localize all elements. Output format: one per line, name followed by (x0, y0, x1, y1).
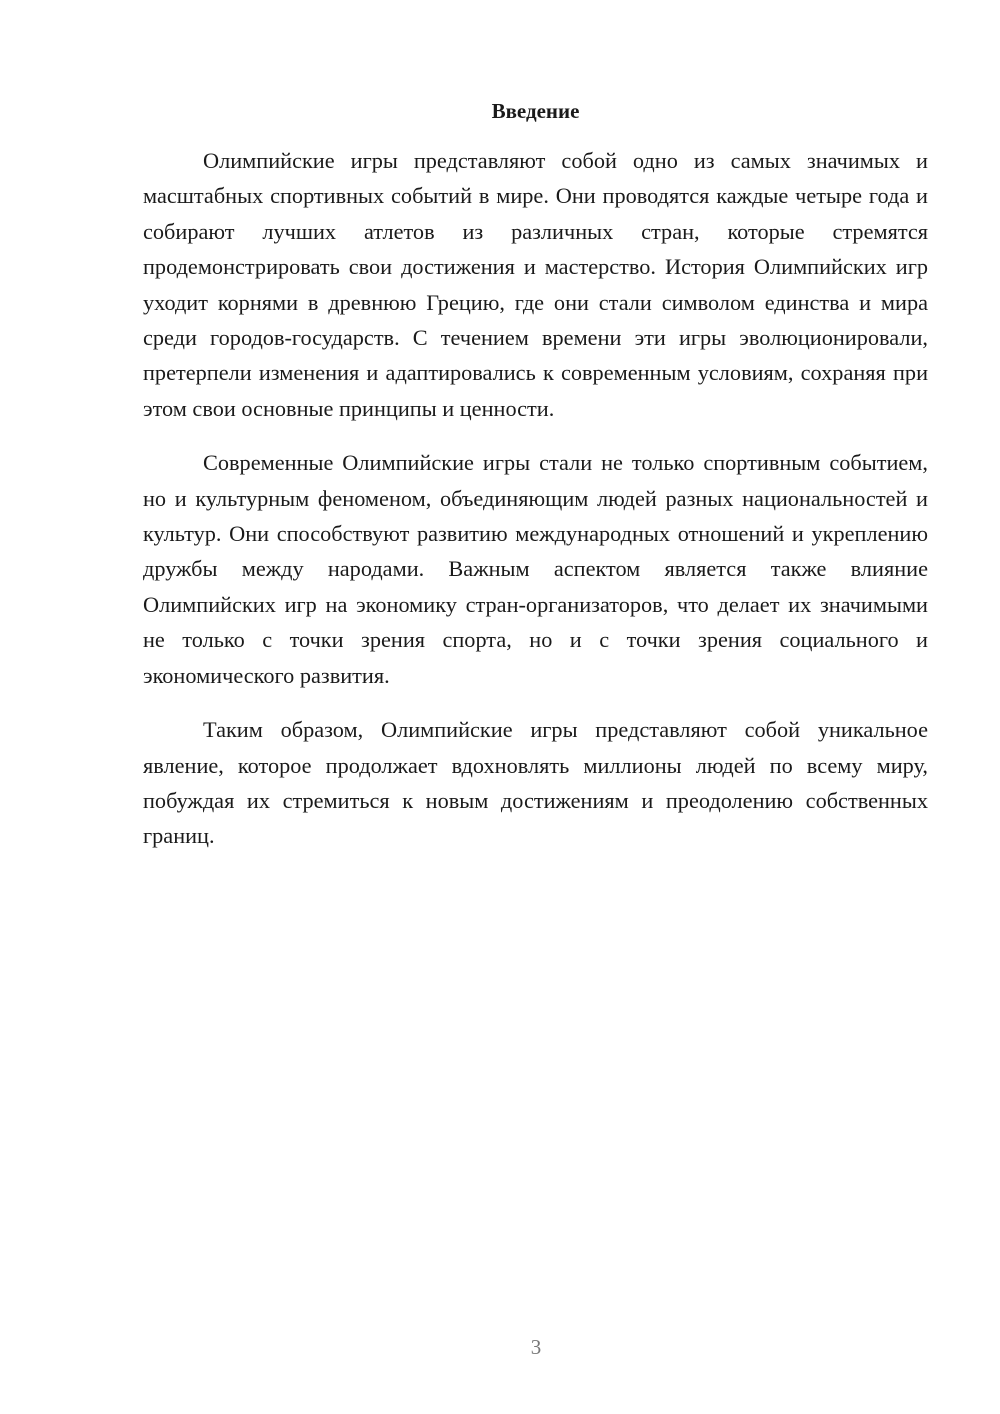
paragraph-3: Таким образом, Олимпийские игры представляют собой уникальное явление, которое продолжает вдохновлять миллионы людей по всему миру, побуждая их стремиться к новым достижениям и преодолению собственных границ. (143, 717, 928, 849)
page-number: 3 (530, 1335, 542, 1359)
section-title: Введение (491, 99, 580, 123)
body-text (143, 143, 928, 873)
paragraph-2: Современные Олимпийские игры стали не только спортивным событием, но и культурным феноменом, объединяющим людей разных национальностей и культур. Они способствуют развитию международных отношений и укреплению дружбы между народами. Важным аспектом является также влияние Олимпийских игр на экономику стран-организаторов, что делает их значимыми не только с точки зрения спорта, но и с точки зрения социального и экономического развития. (143, 450, 928, 688)
paragraph-1: Олимпийские игры представляют собой одно из самых значимых и масштабных спортивных событий в мире. Они проводятся каждые четыре года и собирают лучших атлетов из различных стран, которые стремятся продемонстрировать свои достижения и мастерство. История Олимпийских игр уходит корнями в древнюю Грецию, где они стали символом единства и мира среди городов-государств. С течением времени эти игры эволюционировали, претерпели изменения и адаптировались к современным условиям, сохраняя при этом свои основные принципы и ценности. (143, 148, 928, 421)
